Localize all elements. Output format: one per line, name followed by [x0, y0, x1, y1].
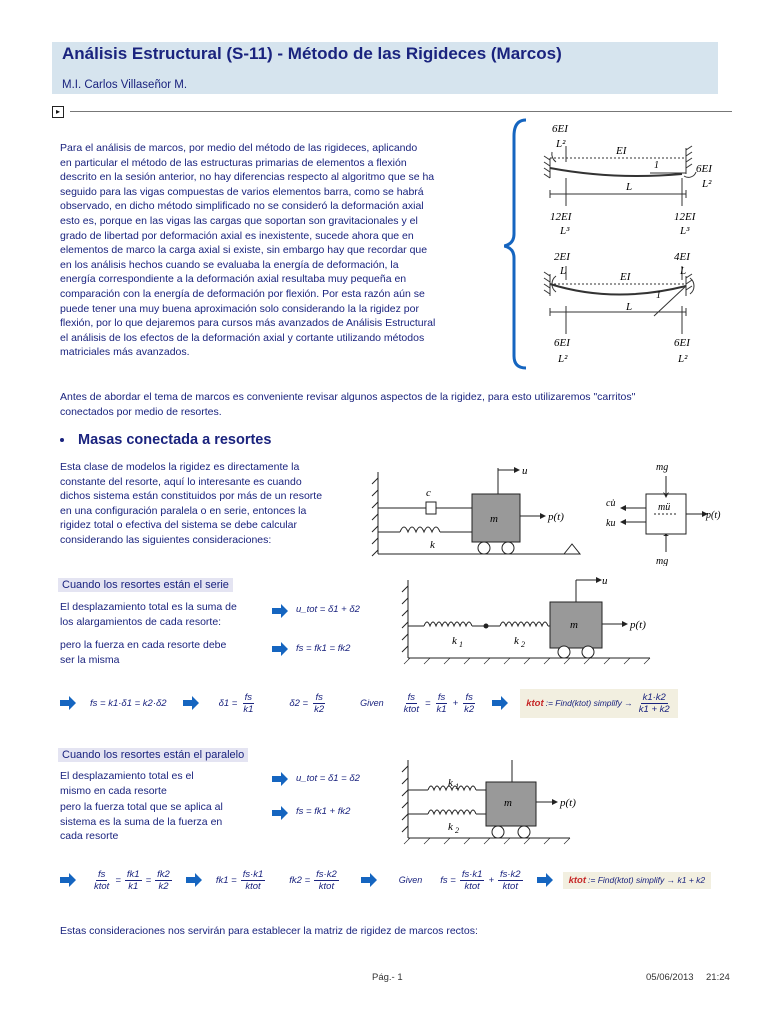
masses-line: rigidez total o efectiva del sistema se debe calcular — [60, 519, 297, 532]
series-label-k1-sub: 1 — [459, 640, 463, 649]
series-given: Given — [360, 698, 384, 708]
intro-line: en particular el método de las estructuras primarias de elementos a flexión — [60, 156, 407, 169]
arrow-icon — [272, 806, 288, 820]
svg-text:1: 1 — [656, 290, 661, 301]
arrow-icon — [60, 873, 76, 887]
label-p-fbd: p(t) — [706, 510, 721, 521]
intro-line: puede tener una muy buena aproximación solo considerando la la rigidez por — [60, 302, 419, 315]
series-text-line: los alargamientos de cada resorte: — [60, 615, 222, 628]
numerator: fk1 — [126, 868, 140, 880]
masses-line: considerando las siguientes consideraciones: — [60, 533, 272, 546]
intro-line: en los análisis hechos cuando se evaluaba la energía de deformación, la — [60, 258, 399, 271]
masses-line: en una configuración paralela o en serie, entonces la — [60, 504, 307, 517]
closing-text: Estas consideraciones nos servirán para establecer la matriz de rigidez de marcos rectos: — [60, 925, 478, 937]
label-c: c — [426, 487, 431, 499]
svg-text:L: L — [626, 181, 633, 193]
numerator: fs·k1 — [461, 868, 483, 880]
svg-text:L³: L³ — [560, 225, 570, 237]
label-m: m — [490, 513, 498, 525]
numerator: k1·k2 — [642, 691, 666, 703]
pre-text-line: conectados por medio de resortes. — [60, 405, 222, 418]
svg-text:L²: L² — [556, 138, 566, 150]
denominator: k1 + k2 — [638, 703, 670, 715]
denominator: ktot — [464, 880, 480, 892]
label-cu: cu̇ — [606, 498, 616, 509]
series-given-frac-1 — [402, 692, 421, 715]
parallel-frac-3 — [155, 869, 172, 892]
svg-text:6EI: 6EI — [674, 337, 690, 349]
series-result — [520, 689, 677, 718]
parallel-frac-2 — [125, 869, 142, 892]
intro-line: matriciales más avanzados. — [60, 346, 190, 359]
masses-paragraph — [60, 460, 360, 548]
intro-line: grado de libertad por deformación axial es inexistente, sucede ahora que en — [60, 229, 414, 242]
svg-text:2EI: 2EI — [554, 251, 570, 263]
series-heading: Cuando los resortes están el serie — [58, 578, 233, 592]
label-mg-top: mg — [656, 462, 669, 473]
denominator: k2 — [464, 703, 475, 715]
parallel-text-line: cada resorte — [60, 830, 119, 843]
parallel-fk2-frac — [314, 869, 339, 892]
result-var: ktot — [526, 697, 544, 709]
numerator: fs — [315, 691, 323, 703]
parallel-text-line: El desplazamiento total es el — [60, 770, 194, 782]
series-text-2 — [60, 638, 270, 667]
svg-text:L²: L² — [702, 178, 712, 190]
pre-section-paragraph — [60, 390, 740, 419]
collapse-marker-icon[interactable]: ▸ — [52, 106, 64, 118]
series-text-line: El desplazamiento total es la suma de — [60, 601, 237, 613]
parallel-label-m: m — [504, 797, 512, 809]
svg-text:12EI: 12EI — [550, 211, 572, 223]
result-mid: := Find(ktot) simplify → k1 + k2 — [588, 875, 706, 885]
result-mid: := Find(ktot) simplify → — [545, 698, 633, 708]
series-label-k2: k — [514, 635, 519, 647]
denominator: ktot — [245, 880, 261, 892]
parallel-fk1-frac — [241, 869, 266, 892]
footer-date: 05/06/2013 — [646, 972, 694, 983]
series-label-u: u — [602, 575, 608, 587]
denominator: ktot — [403, 703, 419, 715]
parallel-text-line: pero la fuerza total que se aplica al — [60, 801, 223, 813]
arrow-icon — [183, 696, 199, 710]
series-given-frac-3 — [462, 692, 476, 715]
parallel-springs-figure — [400, 756, 600, 848]
denominator: k2 — [314, 703, 325, 715]
result-frac — [637, 692, 672, 715]
denominator: k1 — [243, 703, 254, 715]
svg-text:EI: EI — [620, 271, 631, 283]
numerator: fs·k1 — [242, 868, 264, 880]
svg-text:L: L — [560, 265, 567, 277]
series-label-k1: k — [452, 635, 457, 647]
parallel-text-1 — [60, 769, 260, 798]
label-ku: ku — [606, 518, 616, 529]
parallel-eq-2: fs = fk1 + fk2 — [296, 806, 351, 817]
divider — [70, 111, 732, 112]
svg-text:L²: L² — [678, 353, 688, 365]
parallel-label-k2-sub: 2 — [455, 826, 459, 835]
mass-spring-damper-figure — [370, 458, 586, 570]
label-u: u — [522, 465, 528, 477]
series-label-k2-sub: 2 — [521, 640, 525, 649]
series-text-line: ser la misma — [60, 653, 120, 666]
denominator: k2 — [158, 880, 169, 892]
beam-stiffness-figure — [504, 116, 730, 372]
label-p: p(t) — [548, 511, 564, 523]
arrow-icon — [272, 642, 288, 656]
denominator: k1 — [128, 880, 139, 892]
svg-text:4EI: 4EI — [674, 251, 690, 263]
intro-paragraph — [60, 141, 490, 360]
svg-text:L²: L² — [558, 353, 568, 365]
arrow-icon — [537, 873, 553, 887]
svg-text:6EI: 6EI — [552, 123, 568, 135]
parallel-label-p: p(t) — [560, 797, 576, 809]
intro-line: descrito en la sesión anterior, no hay diferencias respecto al algoritmo que se ha — [60, 171, 435, 184]
arrow-icon — [186, 873, 202, 887]
intro-line: energía correspondiente a la deformación axial resultaba muy pequeña en — [60, 273, 407, 286]
svg-text:6EI: 6EI — [554, 337, 570, 349]
intro-line: elementos de marco la carga axial si existe, sin embargo hay que recordar que — [60, 244, 428, 257]
series-equation-row: fs = k1·δ1 = k2·δ2 δ1 = $\frac{fs}{k1}$ δ2 = $\frac{fs}{k2}$ Given $\frac{fs}{\text{ktot}}$ = $\frac{fs}{k1}$ + $\frac{fs}{k2}$ ktot := Find(ktot) simplify → $\frac{k1\cdot k2}{k1 + k2}$ — [60, 686, 740, 720]
numerator: fk2 — [157, 868, 170, 880]
intro-line: flexión, por lo que dejaremos para cursos más avanzados de Análisis Estructural — [60, 317, 436, 330]
masses-line: constante del resorte, aquí lo interesante es cuando — [60, 475, 302, 488]
parallel-text-line: sistema es la suma de la fuerza en — [60, 815, 223, 828]
parallel-result — [563, 872, 712, 889]
label-k: k — [430, 539, 435, 551]
intro-line: Para el análisis de marcos, por medio del método de las rigideces, aplicando — [60, 142, 418, 154]
numerator: fs — [97, 868, 106, 880]
parallel-equation-row: $\frac{fs}{\text{ktot}}$ = $\frac{fk1}{k1}$ = $\frac{fk2}{k2}$ fk1 = $\frac{fs\cdot k1}{\text{ktot}}$ fk2 = $\frac{fs\cdot k2}{\text{ktot}}$ Given fs = $\frac{fs\cdot k1}{\text{ktot}}$ + $\frac{fs\cdot k2}{\text{ktot}}$ ktot := Find(ktot) simplify → k1 + k2 — [60, 862, 740, 898]
result-var: ktot — [568, 874, 587, 886]
series-eq-1: u_tot = δ1 + δ2 — [296, 604, 360, 615]
bullet-icon — [60, 438, 64, 442]
parallel-eq-1: u_tot = δ1 = δ2 — [296, 773, 360, 784]
arrow-icon — [492, 696, 508, 710]
series-given-frac-2 — [435, 692, 449, 715]
series-label-m: m — [570, 619, 578, 631]
section-heading — [60, 432, 271, 448]
label-mg-bottom: mg — [656, 556, 669, 566]
series-label-p: p(t) — [630, 619, 646, 631]
parallel-text-line: mismo en cada resorte — [60, 784, 167, 797]
series-springs-figure — [400, 570, 660, 670]
series-text-1 — [60, 600, 270, 629]
arrow-icon — [272, 604, 288, 618]
parallel-frac-1 — [92, 869, 111, 892]
series-row-eq-2-frac — [241, 692, 255, 715]
parallel-given-lhs: fs = — [440, 874, 456, 886]
series-text-line: pero la fuerza en cada resorte debe — [60, 639, 227, 651]
parallel-fk1-lhs: fk1 = — [215, 874, 237, 886]
parallel-given-frac-2 — [498, 869, 523, 892]
parallel-given: Given — [398, 875, 423, 885]
intro-line: comparación con la energía de deformación por flexión. Por esta razón aún se — [60, 287, 425, 300]
arrow-icon — [361, 873, 377, 887]
masses-line: dichos sistema están constituidos por más de un resorte — [60, 490, 323, 503]
parallel-label-k2: k — [448, 821, 453, 833]
svg-text:L: L — [626, 301, 633, 313]
numerator: fs·k2 — [316, 868, 337, 880]
pre-text-line: Antes de abordar el tema de marcos es conveniente revisar algunos aspectos de la rigidez, para esto utilizaremos "carritos" — [60, 391, 636, 403]
parallel-given-frac-1 — [460, 869, 485, 892]
intro-line: observado, en dicho método simplificado no se consideró la deformación axial — [60, 200, 424, 213]
svg-text:L: L — [680, 265, 687, 277]
svg-text:1: 1 — [654, 160, 659, 171]
numerator: fs·k2 — [500, 868, 521, 880]
parallel-label-k1: k — [448, 777, 453, 789]
denominator: ktot — [94, 880, 110, 892]
section-title: Masas conectada a resortes — [78, 432, 272, 448]
masses-line: Esta clase de modelos la rigidez es directamente la — [60, 461, 300, 473]
footer-time: 21:24 — [706, 972, 730, 983]
series-row-eq-1: fs = k1·δ1 = k2·δ2 — [90, 697, 167, 709]
parallel-heading: Cuando los resortes están el paralelo — [58, 748, 248, 762]
page-title: Análisis Estructural (S-11) - Método de las Rigideces (Marcos) — [62, 44, 562, 63]
numerator: fs — [407, 691, 416, 703]
series-row-eq-2-lhs: δ1 = — [218, 697, 238, 709]
parallel-label-k1-sub: 1 — [455, 782, 459, 791]
intro-line: esto es, porque en las vigas las cargas que soportan son gravitacionales y el — [60, 214, 418, 227]
intro-line: seguido para las vigas compuestas de varios elementos barra, como se habrá — [60, 185, 424, 198]
arrow-icon — [272, 772, 288, 786]
parallel-fk2-lhs: fk2 = — [289, 874, 311, 886]
denominator: ktot — [502, 880, 518, 892]
series-row-eq-3-frac — [312, 692, 326, 715]
label-mu: mü — [658, 502, 671, 513]
numerator: fs — [465, 691, 473, 703]
series-row-eq-3-lhs: δ2 = — [289, 697, 309, 709]
svg-text:L³: L³ — [680, 225, 690, 237]
svg-text:6EI: 6EI — [696, 163, 712, 175]
series-eq-2: fs = fk1 = fk2 — [296, 643, 351, 654]
parallel-text-2 — [60, 800, 260, 844]
free-body-diagram — [602, 458, 732, 566]
page-number: Pág.- 1 — [372, 972, 403, 983]
author-name: M.I. Carlos Villaseñor M. — [62, 79, 188, 91]
denominator: k1 — [436, 703, 447, 715]
svg-text:EI: EI — [616, 145, 627, 157]
arrow-icon — [60, 696, 76, 710]
denominator: ktot — [318, 880, 335, 892]
svg-text:12EI: 12EI — [674, 211, 696, 223]
numerator: fs — [244, 691, 253, 703]
numerator: fs — [437, 691, 446, 703]
intro-line: el análisis de los efectos de la deformación axial y cortante utilizando métodos — [60, 331, 425, 344]
